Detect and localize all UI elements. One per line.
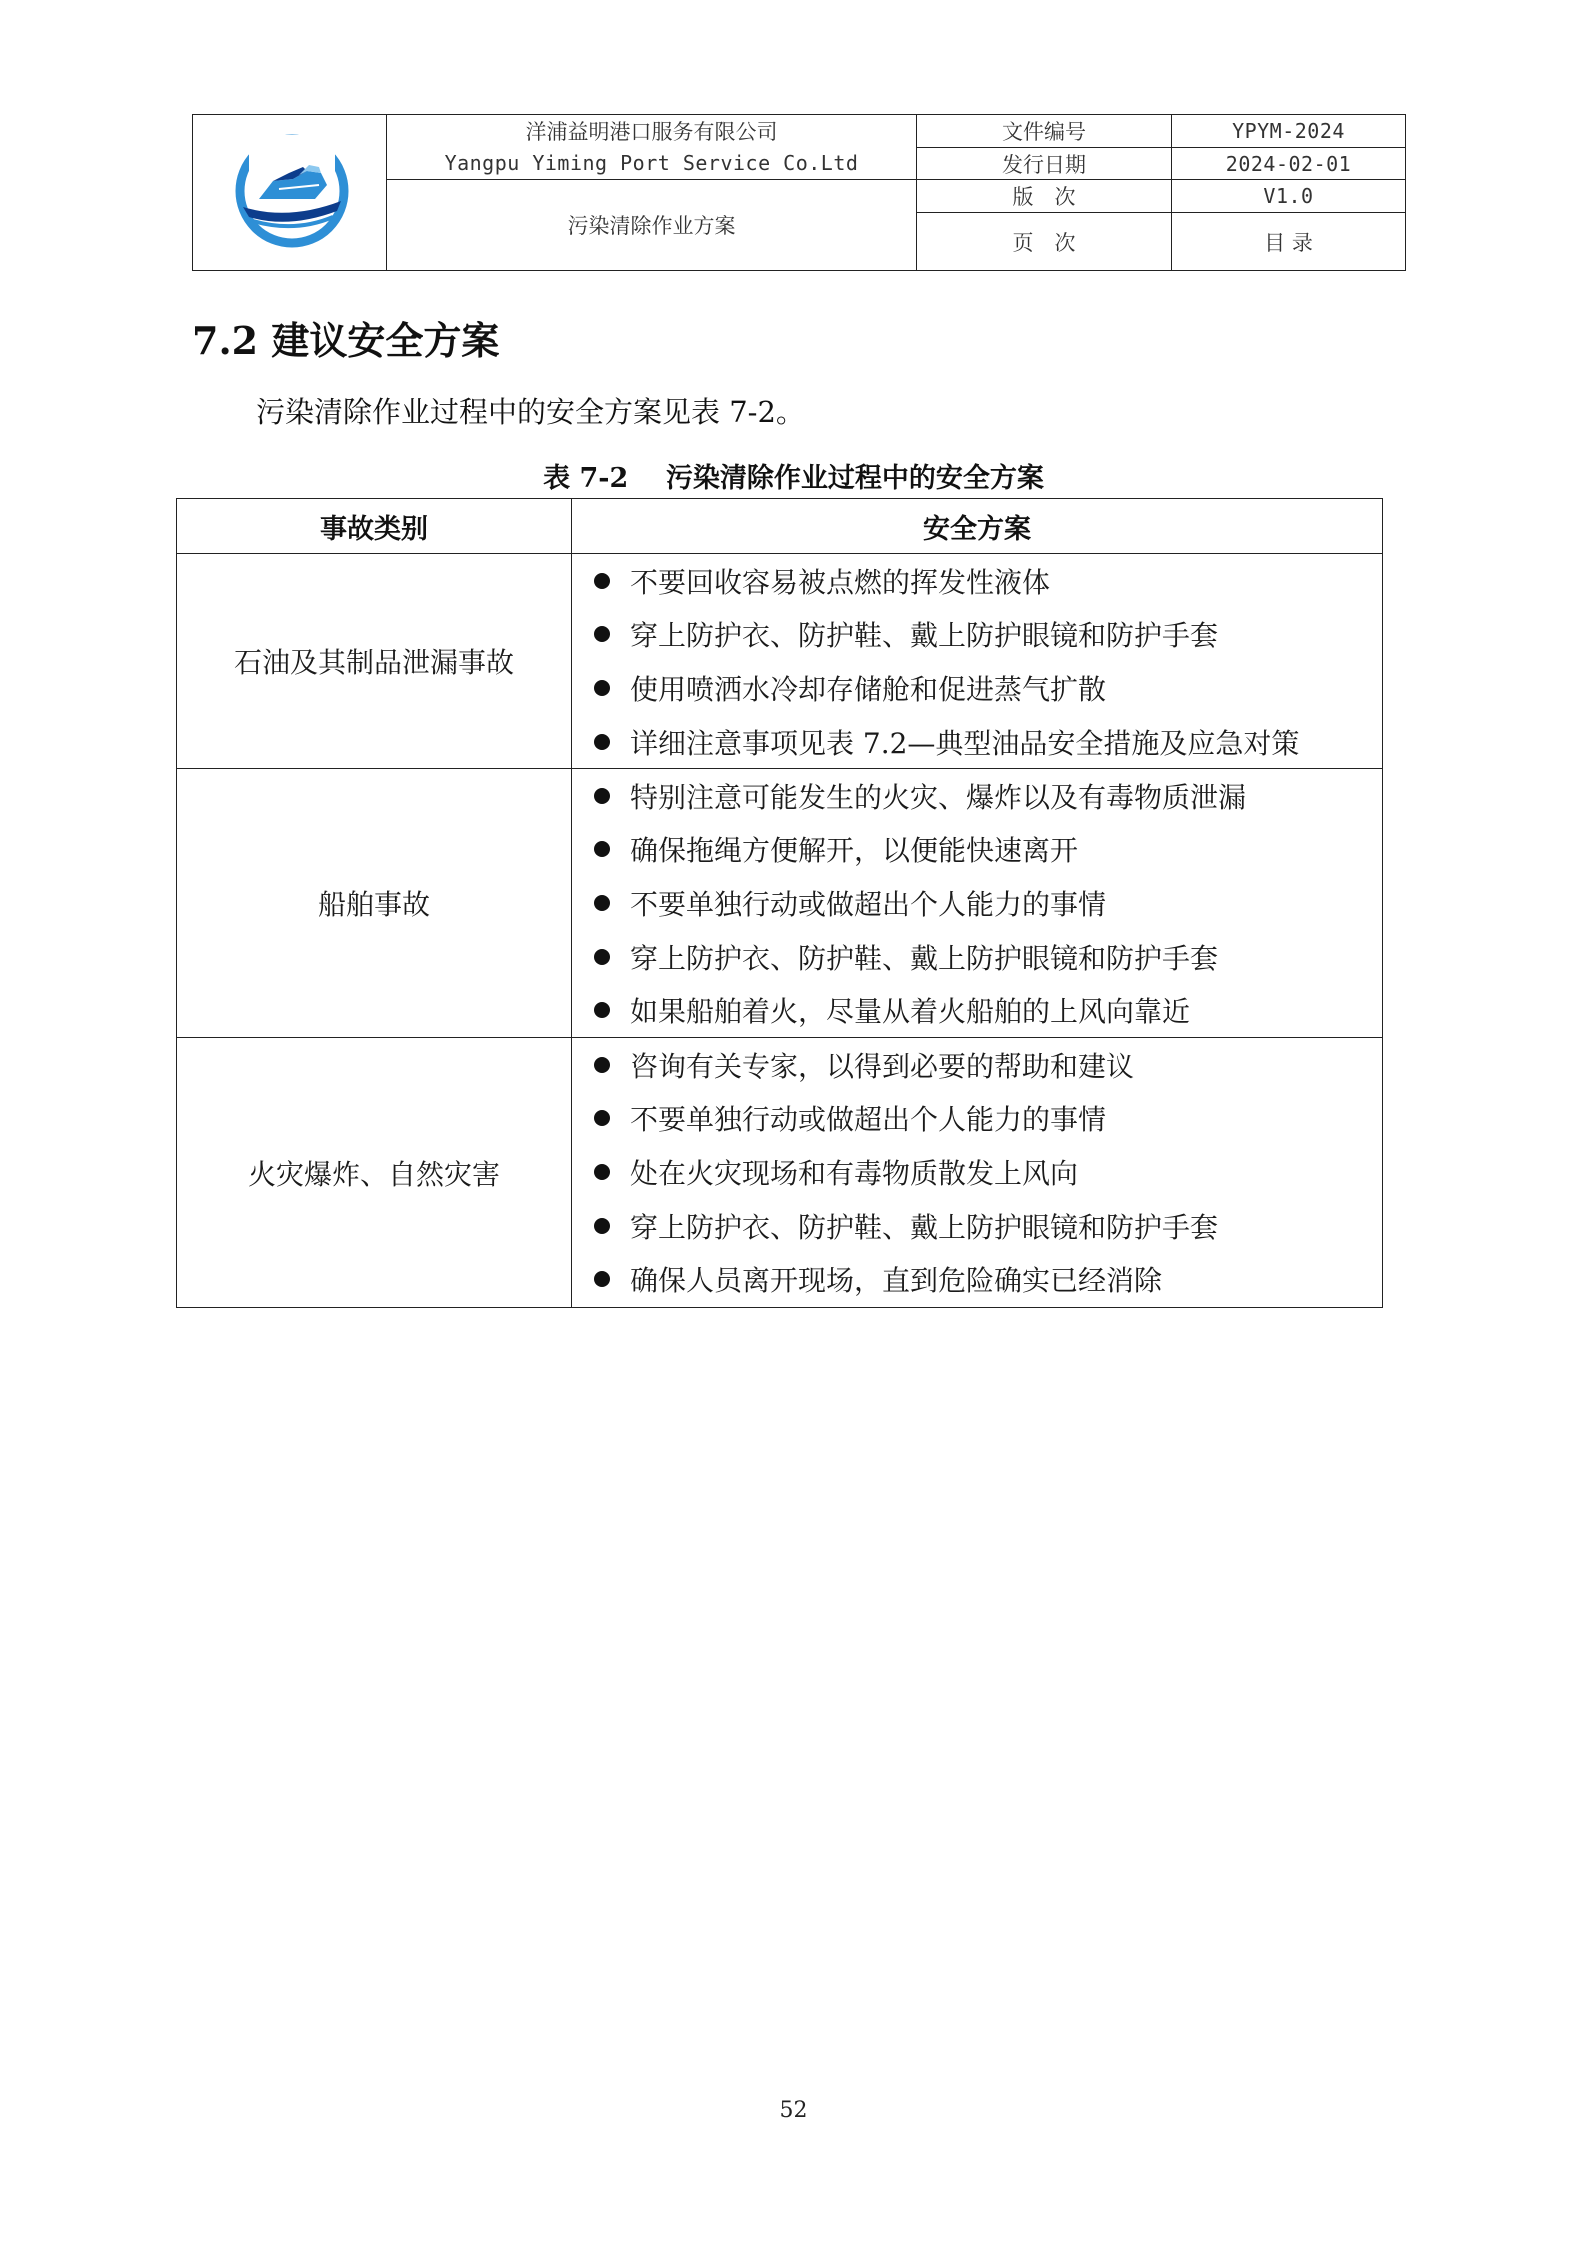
document-title: 污染清除作业方案 (567, 214, 736, 238)
list-item: 不要单独行动或做超出个人能力的事情 (572, 876, 1382, 930)
list-item: 确保拖绳方便解开，以便能快速离开 (572, 823, 1382, 877)
list-item: 不要回收容易被点燃的挥发性液体 (572, 554, 1382, 608)
list-item: 详细注意事项见表 7.2—典型油品安全措施及应急对策 (572, 715, 1382, 769)
list-item: 咨询有关专家，以得到必要的帮助和建议 (572, 1038, 1382, 1092)
doc-number-label: 文件编号 (1002, 120, 1086, 144)
bullet-icon (594, 1164, 610, 1180)
list-item: 穿上防护衣、防护鞋、戴上防护眼镜和防护手套 (572, 608, 1382, 662)
list-item: 使用喷洒水冷却存储舱和促进蒸气扩散 (572, 661, 1382, 715)
company-name-en: Yangpu Yiming Port Service Co.Ltd (444, 151, 859, 175)
doc-number-value: YPYM-2024 (1232, 119, 1345, 143)
company-name-cn: 洋浦益明港口服务有限公司 (525, 120, 778, 144)
bullet-icon (594, 573, 610, 589)
section-intro: 污染清除作业过程中的安全方案见表 7-2。 (256, 395, 805, 429)
row-items-list (572, 554, 1382, 768)
bullet-icon (594, 1218, 610, 1234)
column-header-plan: 安全方案 (923, 513, 1031, 545)
column-header-category: 事故类别 (320, 513, 428, 545)
bullet-icon (594, 788, 610, 804)
bullet-icon (594, 1271, 610, 1287)
row-items-list (572, 1038, 1382, 1306)
row-category: 船舶事故 (317, 888, 430, 921)
list-item: 如果船舶着火，尽量从着火船舶的上风向靠近 (572, 983, 1382, 1037)
page-number: 52 (779, 2098, 808, 2123)
bullet-icon (594, 895, 610, 911)
page-label: 页 次 (1012, 230, 1076, 255)
safety-plan-table (176, 498, 1383, 1308)
version-label: 版 次 (1012, 185, 1076, 209)
bullet-icon (594, 949, 610, 965)
issue-date-value: 2024-02-01 (1225, 151, 1352, 176)
list-item: 穿上防护衣、防护鞋、戴上防护眼镜和防护手套 (572, 1199, 1382, 1253)
issue-date-label: 发行日期 (1002, 152, 1086, 177)
row-category: 石油及其制品泄漏事故 (233, 646, 514, 679)
table-caption: 表 7-2 污染清除作业过程中的安全方案 (543, 463, 1044, 494)
company-logo-icon (229, 129, 355, 259)
bullet-icon (594, 1057, 610, 1073)
document-header (192, 114, 1406, 271)
list-item: 处在火灾现场和有毒物质散发上风向 (572, 1145, 1382, 1199)
bullet-icon (594, 734, 610, 750)
bullet-icon (594, 626, 610, 642)
page-value: 目 录 (1264, 230, 1313, 255)
version-value: V1.0 (1263, 184, 1314, 208)
bullet-icon (594, 1110, 610, 1126)
bullet-icon (594, 680, 610, 696)
bullet-icon (594, 841, 610, 857)
list-item: 不要单独行动或做超出个人能力的事情 (572, 1092, 1382, 1146)
row-items-list (572, 769, 1382, 1037)
list-item: 穿上防护衣、防护鞋、戴上防护眼镜和防护手套 (572, 930, 1382, 984)
list-item: 确保人员离开现场，直到危险确实已经消除 (572, 1252, 1382, 1306)
bullet-icon (594, 1002, 610, 1018)
section-title: 7.2 建议安全方案 (192, 318, 500, 363)
list-item: 特别注意可能发生的火灾、爆炸以及有毒物质泄漏 (572, 769, 1382, 823)
row-category: 火灾爆炸、自然灾害 (247, 1158, 500, 1191)
